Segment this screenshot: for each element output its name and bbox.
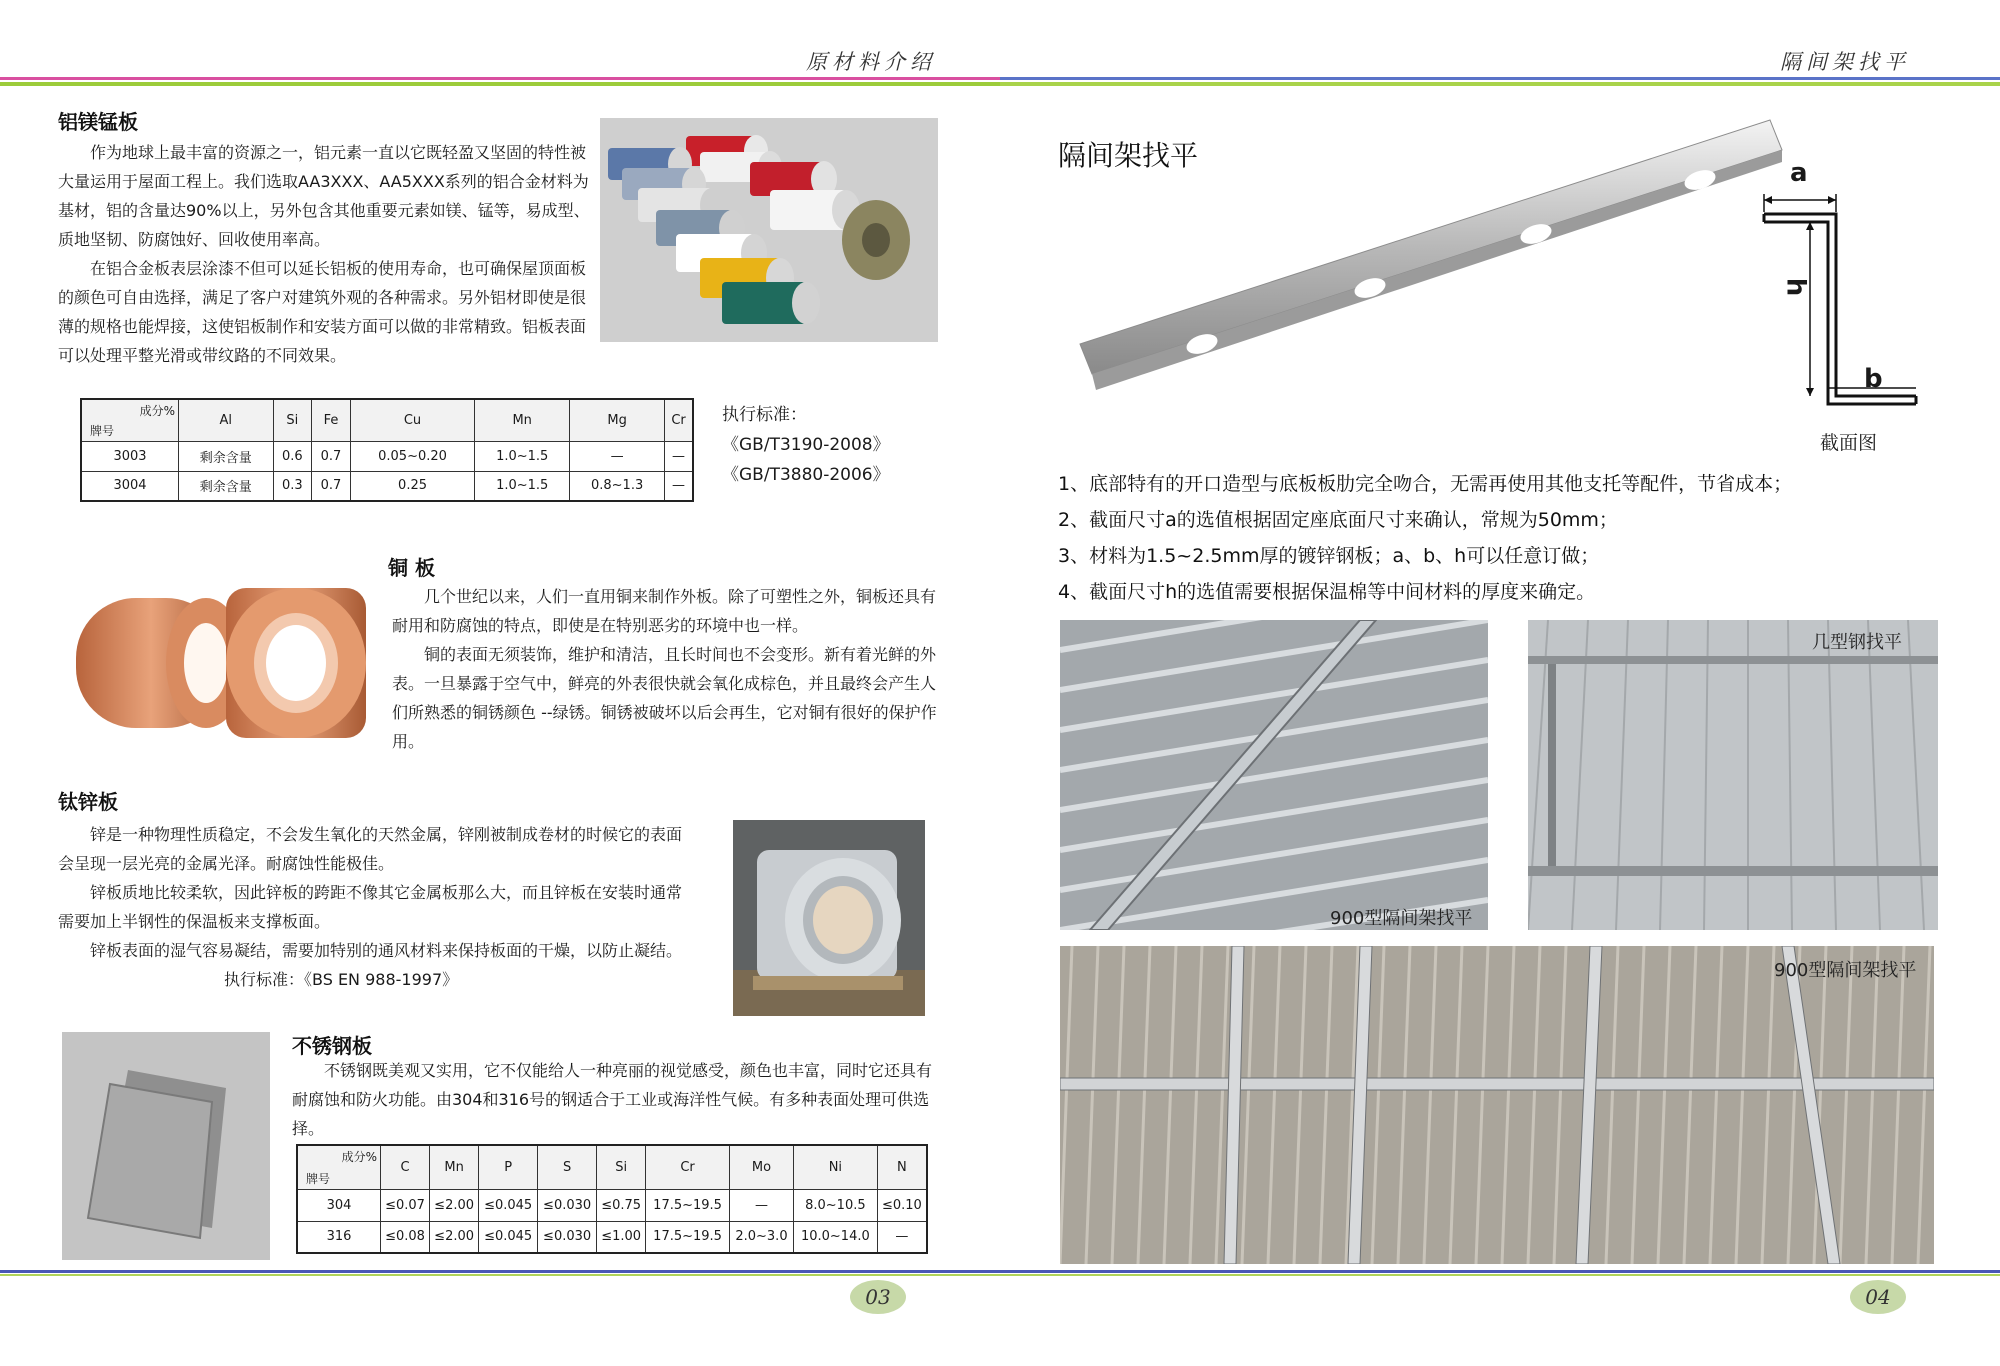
- footer-band-right-2: [1000, 1274, 2000, 1276]
- header-cell: C: [381, 1145, 430, 1189]
- table-cell: ≤1.00: [597, 1221, 646, 1253]
- stainless-text: [292, 1056, 932, 1143]
- standard-2: 《GB/T3880-2006》: [722, 465, 890, 485]
- table-cell: 剩余含量: [179, 441, 274, 471]
- photo2-caption: 几型钢找平: [1812, 632, 1902, 653]
- table-cell: 3003: [81, 441, 179, 471]
- table-cell: 0.3: [273, 471, 312, 501]
- stainless-title: 不锈钢板: [292, 1034, 372, 1058]
- table-cell: —: [877, 1221, 927, 1253]
- table-cell: ≤2.00: [430, 1221, 479, 1253]
- table-cell: ≤0.08: [381, 1221, 430, 1253]
- table-cell: —: [570, 441, 665, 471]
- roof-photo-900-type: [1060, 620, 1488, 930]
- table-row: [81, 471, 693, 501]
- aluminum-para-2: 在铝合金板表层涂漆不但可以延长铝板的使用寿命，也可确保屋顶面板的颜色可自由选择，满足了客户对建筑外观的各种需求。另外铝材即使是很薄的规格也能焊接，这使铝板制作和安装方面可以做的非常精致。铝板表面可以处理平整光滑或带纹路的不同效果。: [58, 259, 587, 365]
- table-cell: 0.7: [312, 441, 351, 471]
- footer-band-left-2: [0, 1274, 1000, 1276]
- diagram-label-a: a: [1790, 158, 1808, 188]
- diagram-label-b: b: [1864, 364, 1883, 394]
- header-cell: Si: [273, 399, 312, 441]
- table-cell: —: [665, 441, 693, 471]
- table-cell: 8.0~10.5: [793, 1189, 877, 1221]
- header-cell: Mg: [570, 399, 665, 441]
- stainless-composition-table: [296, 1144, 928, 1254]
- photo3-caption: 900型隔间架找平: [1774, 960, 1917, 981]
- table-cell: ≤0.030: [538, 1221, 597, 1253]
- table-corner-cell: [81, 399, 179, 441]
- footer-band-left: [0, 1270, 1000, 1273]
- table-cell: ≤2.00: [430, 1189, 479, 1221]
- feature-item: 2、截面尺寸a的选值根据固定座底面尺寸来确认，常规为50mm；: [1058, 509, 1618, 531]
- footer-band-right: [1000, 1270, 2000, 1273]
- copper-para-1: 几个世纪以来，人们一直用铜来制作外板。除了可塑性之外，铜板还具有耐用和防腐蚀的特点，即使是在特别恶劣的环境中也一样。: [392, 587, 937, 635]
- feature-list: [1058, 466, 1792, 610]
- table-cell: ≤0.10: [877, 1189, 927, 1221]
- aluminum-standard: [722, 400, 890, 490]
- header-band-left: [0, 77, 1000, 86]
- aluminum-coils-photo: [600, 118, 938, 342]
- table-row: [297, 1189, 927, 1221]
- table-row: [297, 1221, 927, 1253]
- aluminum-text: [58, 138, 594, 370]
- table-cell: 0.7: [312, 471, 351, 501]
- table-cell: ≤0.07: [381, 1189, 430, 1221]
- table-cell: 0.25: [350, 471, 474, 501]
- left-page-number: 03: [850, 1280, 906, 1314]
- table-cell: ≤0.75: [597, 1189, 646, 1221]
- table-cell: 17.5~19.5: [646, 1189, 730, 1221]
- aluminum-title: 铝镁锰板: [58, 110, 138, 134]
- table-cell: 3004: [81, 471, 179, 501]
- standard-1: 《GB/T3190-2008》: [722, 435, 890, 455]
- zinc-para-3: 锌板表面的湿气容易凝结，需要加特别的通风材料来保持板面的干燥，以防止凝结。: [90, 941, 683, 960]
- table-cell: 17.5~19.5: [646, 1221, 730, 1253]
- table-cell: 0.05~0.20: [350, 441, 474, 471]
- table-cell: 1.0~1.5: [475, 471, 570, 501]
- feature-item: 3、材料为1.5~2.5mm厚的镀锌钢板；a、b、h可以任意订做；: [1058, 545, 1600, 567]
- corner-top-label: 成分%: [341, 1150, 377, 1164]
- table-cell: ≤0.045: [479, 1221, 538, 1253]
- header-cell: Mo: [730, 1145, 794, 1189]
- header-cell: Cr: [665, 399, 693, 441]
- table-row: [81, 441, 693, 471]
- zinc-title: 钛锌板: [58, 790, 118, 814]
- zinc-standard: 执行标准：《BS EN 988-1997》: [224, 970, 459, 989]
- roof-photo-900-type-large: [1060, 946, 1934, 1264]
- header-cell: Al: [179, 399, 274, 441]
- table-cell: —: [730, 1189, 794, 1221]
- table-cell: ≤0.030: [538, 1189, 597, 1221]
- header-cell: Mn: [475, 399, 570, 441]
- header-cell: P: [479, 1145, 538, 1189]
- copper-title: 铜 板: [388, 556, 435, 580]
- zinc-para-1: 锌是一种物理性质稳定，不会发生氧化的天然金属，锌刚被制成卷材的时候它的表面会呈现一层光亮的金属光泽。耐腐蚀性能极佳。: [58, 825, 683, 873]
- header-cell: N: [877, 1145, 927, 1189]
- copper-text: [392, 582, 942, 756]
- header-cell: Ni: [793, 1145, 877, 1189]
- photo1-caption: 900型隔间架找平: [1330, 908, 1473, 929]
- corner-bottom-label: 牌号: [90, 423, 115, 438]
- corner-bottom-label: 牌号: [306, 1171, 331, 1186]
- right-page-title: 隔间架找平: [1058, 139, 1199, 172]
- table-cell: 0.8~1.3: [570, 471, 665, 501]
- roof-photo-steel-leveling: [1528, 620, 1938, 930]
- zinc-text: [58, 820, 696, 965]
- right-page-number: 04: [1850, 1280, 1906, 1314]
- right-header-title: 隔间架找平: [1780, 50, 1910, 74]
- copper-para-2: 铜的表面无须装饰，维护和清洁，且长时间也不会变形。新有着光鲜的外表。一旦暴露于空气中，鲜亮的外表很快就会氧化成棕色，并且最终会产生人们所熟悉的铜锈颜色 --绿锈。铜锈被破坏以后会再生，它对铜有很好的保护作用。: [392, 645, 937, 751]
- aluminum-para-1: 作为地球上最丰富的资源之一，铝元素一直以它既轻盈又坚固的特性被大量运用于屋面工程上。我们选取AA3XXX、AA5XXX系列的铝合金材料为基材，铝的含量达90%以上，另外包含其他重要元素如镁、锰等，易成型、质地坚韧、防腐蚀好、回收使用率高。: [58, 143, 590, 249]
- table-cell: ≤0.045: [479, 1189, 538, 1221]
- header-cell: S: [538, 1145, 597, 1189]
- zinc-coil-photo: [733, 820, 925, 1016]
- stainless-sheets-photo: [62, 1032, 270, 1260]
- table-cell: —: [665, 471, 693, 501]
- table-cell: 304: [297, 1189, 381, 1221]
- leveling-bar-illustration: [1070, 112, 1790, 392]
- table-cell: 剩余含量: [179, 471, 274, 501]
- standard-label: 执行标准：: [722, 405, 807, 425]
- left-header-title: 原材料介绍: [806, 50, 936, 74]
- header-cell: Cr: [646, 1145, 730, 1189]
- copper-coils-photo: [56, 568, 378, 748]
- feature-item: 1、底部特有的开口造型与底板板肋完全吻合，无需再使用其他支托等配件，节省成本；: [1058, 473, 1793, 495]
- diagram-caption: 截面图: [1820, 432, 1878, 454]
- table-cell: 10.0~14.0: [793, 1221, 877, 1253]
- header-band-right: [1000, 77, 2000, 86]
- header-cell: Mn: [430, 1145, 479, 1189]
- table-corner-cell: [297, 1145, 381, 1189]
- aluminum-composition-table: [80, 398, 694, 502]
- header-cell: Si: [597, 1145, 646, 1189]
- diagram-label-h: h: [1780, 277, 1811, 297]
- table-cell: 2.0~3.0: [730, 1221, 794, 1253]
- header-cell: Fe: [312, 399, 351, 441]
- table-cell: 316: [297, 1221, 381, 1253]
- feature-item: 4、截面尺寸h的选值需要根据保温棉等中间材料的厚度来确定。: [1058, 581, 1596, 603]
- stainless-para-1: 不锈钢既美观又实用，它不仅能给人一种亮丽的视觉感受，颜色也丰富，同时它还具有耐腐蚀和防火功能。由304和316号的钢适合于工业或海洋性气候。有多种表面处理可供选择。: [292, 1061, 933, 1138]
- corner-top-label: 成分%: [139, 404, 175, 418]
- zinc-para-2: 锌板质地比较柔软，因此锌板的跨距不像其它金属板那么大，而且锌板在安装时通常需要加上半钢性的保温板来支撑板面。: [58, 883, 683, 931]
- table-cell: 0.6: [273, 441, 312, 471]
- header-cell: Cu: [350, 399, 474, 441]
- table-cell: 1.0~1.5: [475, 441, 570, 471]
